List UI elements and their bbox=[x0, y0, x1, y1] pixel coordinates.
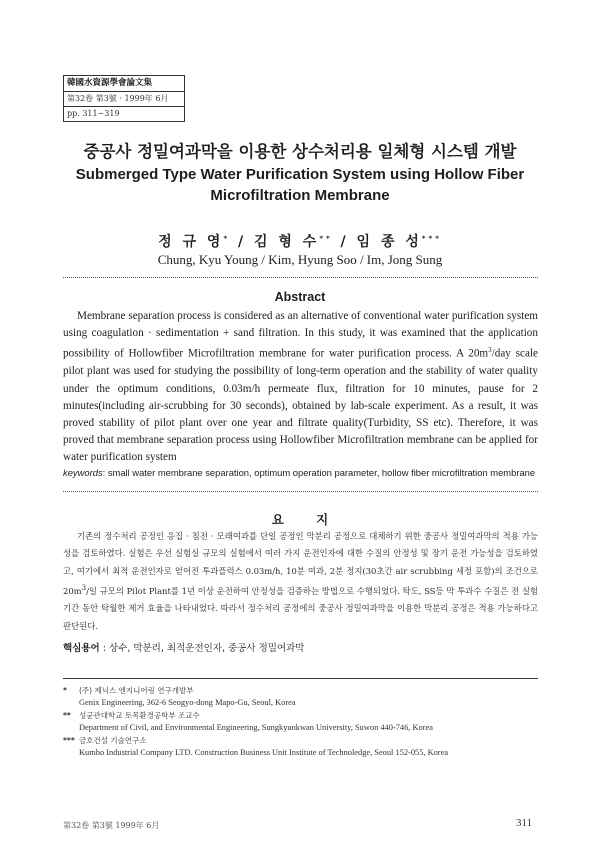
footnote-english: Kumho Industrial Company LTD. Construction Business Unit Institute of Technoledge, Seoul 152-055, Korea bbox=[79, 748, 449, 758]
footnote-divider bbox=[63, 678, 538, 679]
abstract-superscript: 3 bbox=[488, 346, 492, 355]
korean-keywords-text: : 상수, 막분리, 최적운전인자, 중공사 정밀여과막 bbox=[99, 643, 305, 654]
summary-superscript: 3 bbox=[81, 584, 87, 593]
author-separator: / bbox=[332, 234, 357, 250]
author-1-mark: * bbox=[223, 234, 231, 243]
title-korean: 중공사 정밀여과막을 이용한 상수처리용 일체형 시스템 개발 bbox=[83, 142, 517, 161]
footnote-korean: (주) 제닉스 엔지니어링 연구개발부 bbox=[79, 686, 194, 695]
authors-english: Chung, Kyu Young / Kim, Hyung Soo / Im, Jong Sung bbox=[157, 252, 443, 267]
journal-volume: 第32卷 第3號 · 1999年 6月 bbox=[64, 92, 184, 107]
author-2: 김 형 수 bbox=[254, 234, 320, 250]
abstract-body bbox=[63, 308, 538, 467]
abstract-text-2: /day scale pilot plant was used for studying the possibility of long-term operation and the stability of water quality under the optimum conditions, 0.03m/h permeate flux, filtration for 10 minutes, pause for 2 minutes(including air-scrubbing for 30 seconds), obtained by lab-scale experiment. As a result, it was proved stability of pilot plant over one year and filtrate quality(Turbidity, SS etc). Therefore, it was proved that membrane separation process using Hollowfiber Microfiltration membrane can be applied for water purification system bbox=[63, 348, 539, 464]
title-english: Submerged Type Water Purification System using Hollow Fiber Microfiltration Membrane bbox=[75, 166, 525, 204]
authors-korean bbox=[0, 231, 600, 251]
keywords-line bbox=[63, 467, 543, 478]
section-divider bbox=[63, 491, 538, 492]
author-2-mark: ** bbox=[319, 234, 333, 243]
summary-text-2: /일 규모의 Pilot Plant를 1년 이상 운전하여 안정성을 검증하는 방법으로 수행되었다. 탁도, SS등 막 투과수 수질은 전 실험 기간 동안 탁월한 제거 효율을 나타내었다. 따라서 정수처리 공정에의 중공사 정밀여과막을 이용한 막분리 공정은 적용 가능하다고 판단된다. bbox=[63, 586, 538, 631]
section-divider bbox=[63, 277, 538, 278]
footnote-mark: ** bbox=[63, 710, 71, 720]
footnote-korean: 성균관대학교 토목환경공학부 조교수 bbox=[79, 710, 200, 720]
page-number: 311 bbox=[516, 817, 533, 829]
page-footer-journal: 第32卷 第3號 1999年 6月 bbox=[63, 821, 160, 830]
korean-keywords-line bbox=[63, 640, 543, 654]
summary-heading: 요 지 bbox=[271, 512, 343, 527]
footnote-korean: 금호건설 기술연구소 bbox=[79, 735, 147, 745]
journal-info-box bbox=[63, 75, 185, 122]
author-separator: / bbox=[230, 234, 255, 250]
footnotes bbox=[63, 685, 538, 759]
summary-text-1: 기존의 정수처리 공정인 응집 · 침전 · 모래여과를 단일 공정인 막분리 공정으로 대체하기 위한 중공사 정밀여과막의 적용 가능성을 검토하였다. 실험은 우선 실험실 규모의 실험에서 여러 가지 운전인자에 대한 수질의 안정성 및 장기 운전 가능성을 검토하였고, 여기에서 최적 운전인자로 얻어진 투과플럭스 0.03m/h, 10분 여과, 2분 정지(30초간 air scrubbing 세정 포함)의 조건으로 20m bbox=[63, 531, 538, 597]
footnote-english: Department of Civil, and Environmental Engineering, Sungkyunkwan University, Suwon 440-746, Korea bbox=[79, 723, 433, 733]
author-1: 정 규 영 bbox=[158, 234, 224, 250]
korean-keywords-label: 핵심용어 bbox=[63, 643, 100, 654]
footnote bbox=[63, 735, 538, 760]
journal-pages: pp. 311∼319 bbox=[67, 108, 120, 118]
keywords-text: : small water membrane separation, optimum operation parameter, hollow fiber microfiltration membrane bbox=[102, 467, 536, 478]
summary-body bbox=[63, 528, 538, 635]
footnote-mark: * bbox=[63, 686, 67, 695]
abstract-text-1: Membrane separation process is considered as an alternative of conventional water purification system using coagulation · sedimentation + sand filtration. In this study, it was examined that the application possibility of Hollowfiber Microfiltration membrane for water purification process. A 20m bbox=[63, 310, 538, 361]
footnote-english: Genix Engineering, 362-6 Seogyo-dong Mapo-Gu, Seoul, Korea bbox=[79, 698, 296, 708]
footnote-mark: *** bbox=[63, 735, 75, 745]
footnote bbox=[63, 710, 538, 735]
keywords-label: keywords bbox=[63, 467, 103, 478]
author-3-mark: *** bbox=[421, 234, 442, 243]
author-3: 임 종 성 bbox=[356, 234, 422, 250]
footnote bbox=[63, 685, 538, 710]
journal-name: 韓國水資源學會論文集 bbox=[64, 76, 184, 92]
abstract-heading: Abstract bbox=[274, 290, 326, 304]
